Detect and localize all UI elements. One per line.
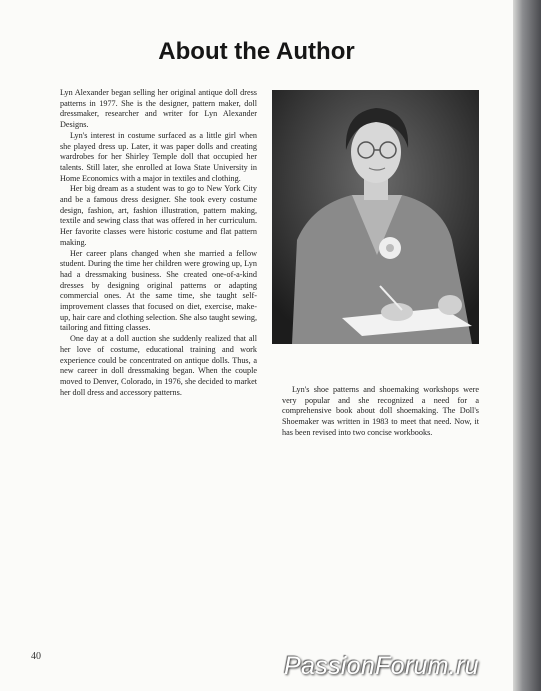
left-column-text — [60, 88, 257, 398]
page-number: 40 — [31, 651, 41, 662]
watermark-text: PassionForum.ru — [284, 652, 479, 680]
author-photo — [272, 90, 479, 344]
paragraph-1: Lyn Alexander began selling her original antique doll dress patterns in 1977. She is the designer, pattern maker, doll dressmaker, researcher and writer for Lyn Alexander Designs. — [60, 88, 257, 130]
paragraph-4: Her career plans changed when she married a fellow student. During the time her children were growing up, Lyn had a dressmaking business. She created one-of-a-kind dresses by designing original patterns or adapting commercial ones. At the same time, she taught self-improvement classes that focused on diet, exercise, make-up, hair care and clothing selection. She also taught sewing, tailoring and fitting classes. — [60, 248, 257, 333]
book-spine-shadow — [513, 0, 541, 691]
page-title: About the Author — [158, 38, 355, 65]
paragraph-2: Lyn's interest in costume surfaced as a little girl when she played dress up. Later, it was paper dolls and creating wardrobes for her Shirley Temple doll that occupied her talents. Still later, she enrolled at Iowa State University in Home Economics with a major in textiles and clothing. — [60, 130, 257, 183]
paragraph-6: Lyn's shoe patterns and shoemaking workshops were very popular and she recognized a need for a comprehensive book about doll shoemaking. The Doll's Shoemaker was written in 1983 to meet that need. Now, it has been revised into two concise workbooks. — [282, 385, 479, 437]
author-portrait-illustration — [272, 90, 479, 344]
right-column-text — [282, 385, 479, 439]
paragraph-3: Her big dream as a student was to go to New York City and be a famous dress designer. She took every costume design, fashion, art, fashion illustration, pattern making, textile and sewing class that was offered in her curriculum. Her favorite classes were historic costume and flat pattern making. — [60, 184, 257, 247]
paragraph-5: One day at a doll auction she suddenly realized that all her love of costume, educational training and work experience could be concentrated on antique dolls. Thus, a new career in doll dressmaking began. When the couple moved to Denver, Colorado, in 1976, she decided to market her doll dress and accessory patterns. — [60, 334, 257, 397]
